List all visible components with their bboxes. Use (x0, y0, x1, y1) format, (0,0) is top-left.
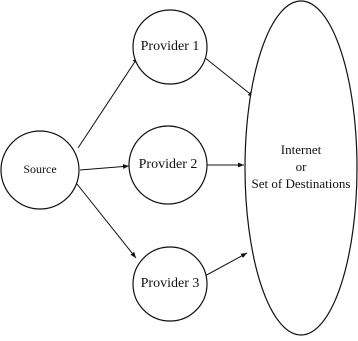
node-destinations (245, 1, 357, 335)
edge-source-to-provider-3 (77, 184, 136, 258)
edge-source-to-provider-1 (78, 57, 138, 148)
provider-2-label: Provider 2 (138, 157, 198, 173)
provider-3-label: Provider 3 (140, 276, 200, 292)
node-provider-1 (133, 10, 207, 84)
edge-provider-1-to-destinations (204, 57, 254, 97)
edge-source-to-provider-2 (80, 166, 129, 170)
source-label: Source (23, 161, 57, 176)
provider-1-label: Provider 1 (140, 39, 200, 55)
destinations-line-2: or (295, 158, 307, 174)
destinations-line-1: Internet (280, 141, 322, 157)
destinations-line-3: Set of Destinations (251, 175, 351, 191)
edge-provider-3-to-destinations (203, 253, 247, 277)
node-source (1, 131, 79, 209)
node-provider-2 (129, 126, 207, 204)
node-provider-3 (133, 247, 207, 321)
